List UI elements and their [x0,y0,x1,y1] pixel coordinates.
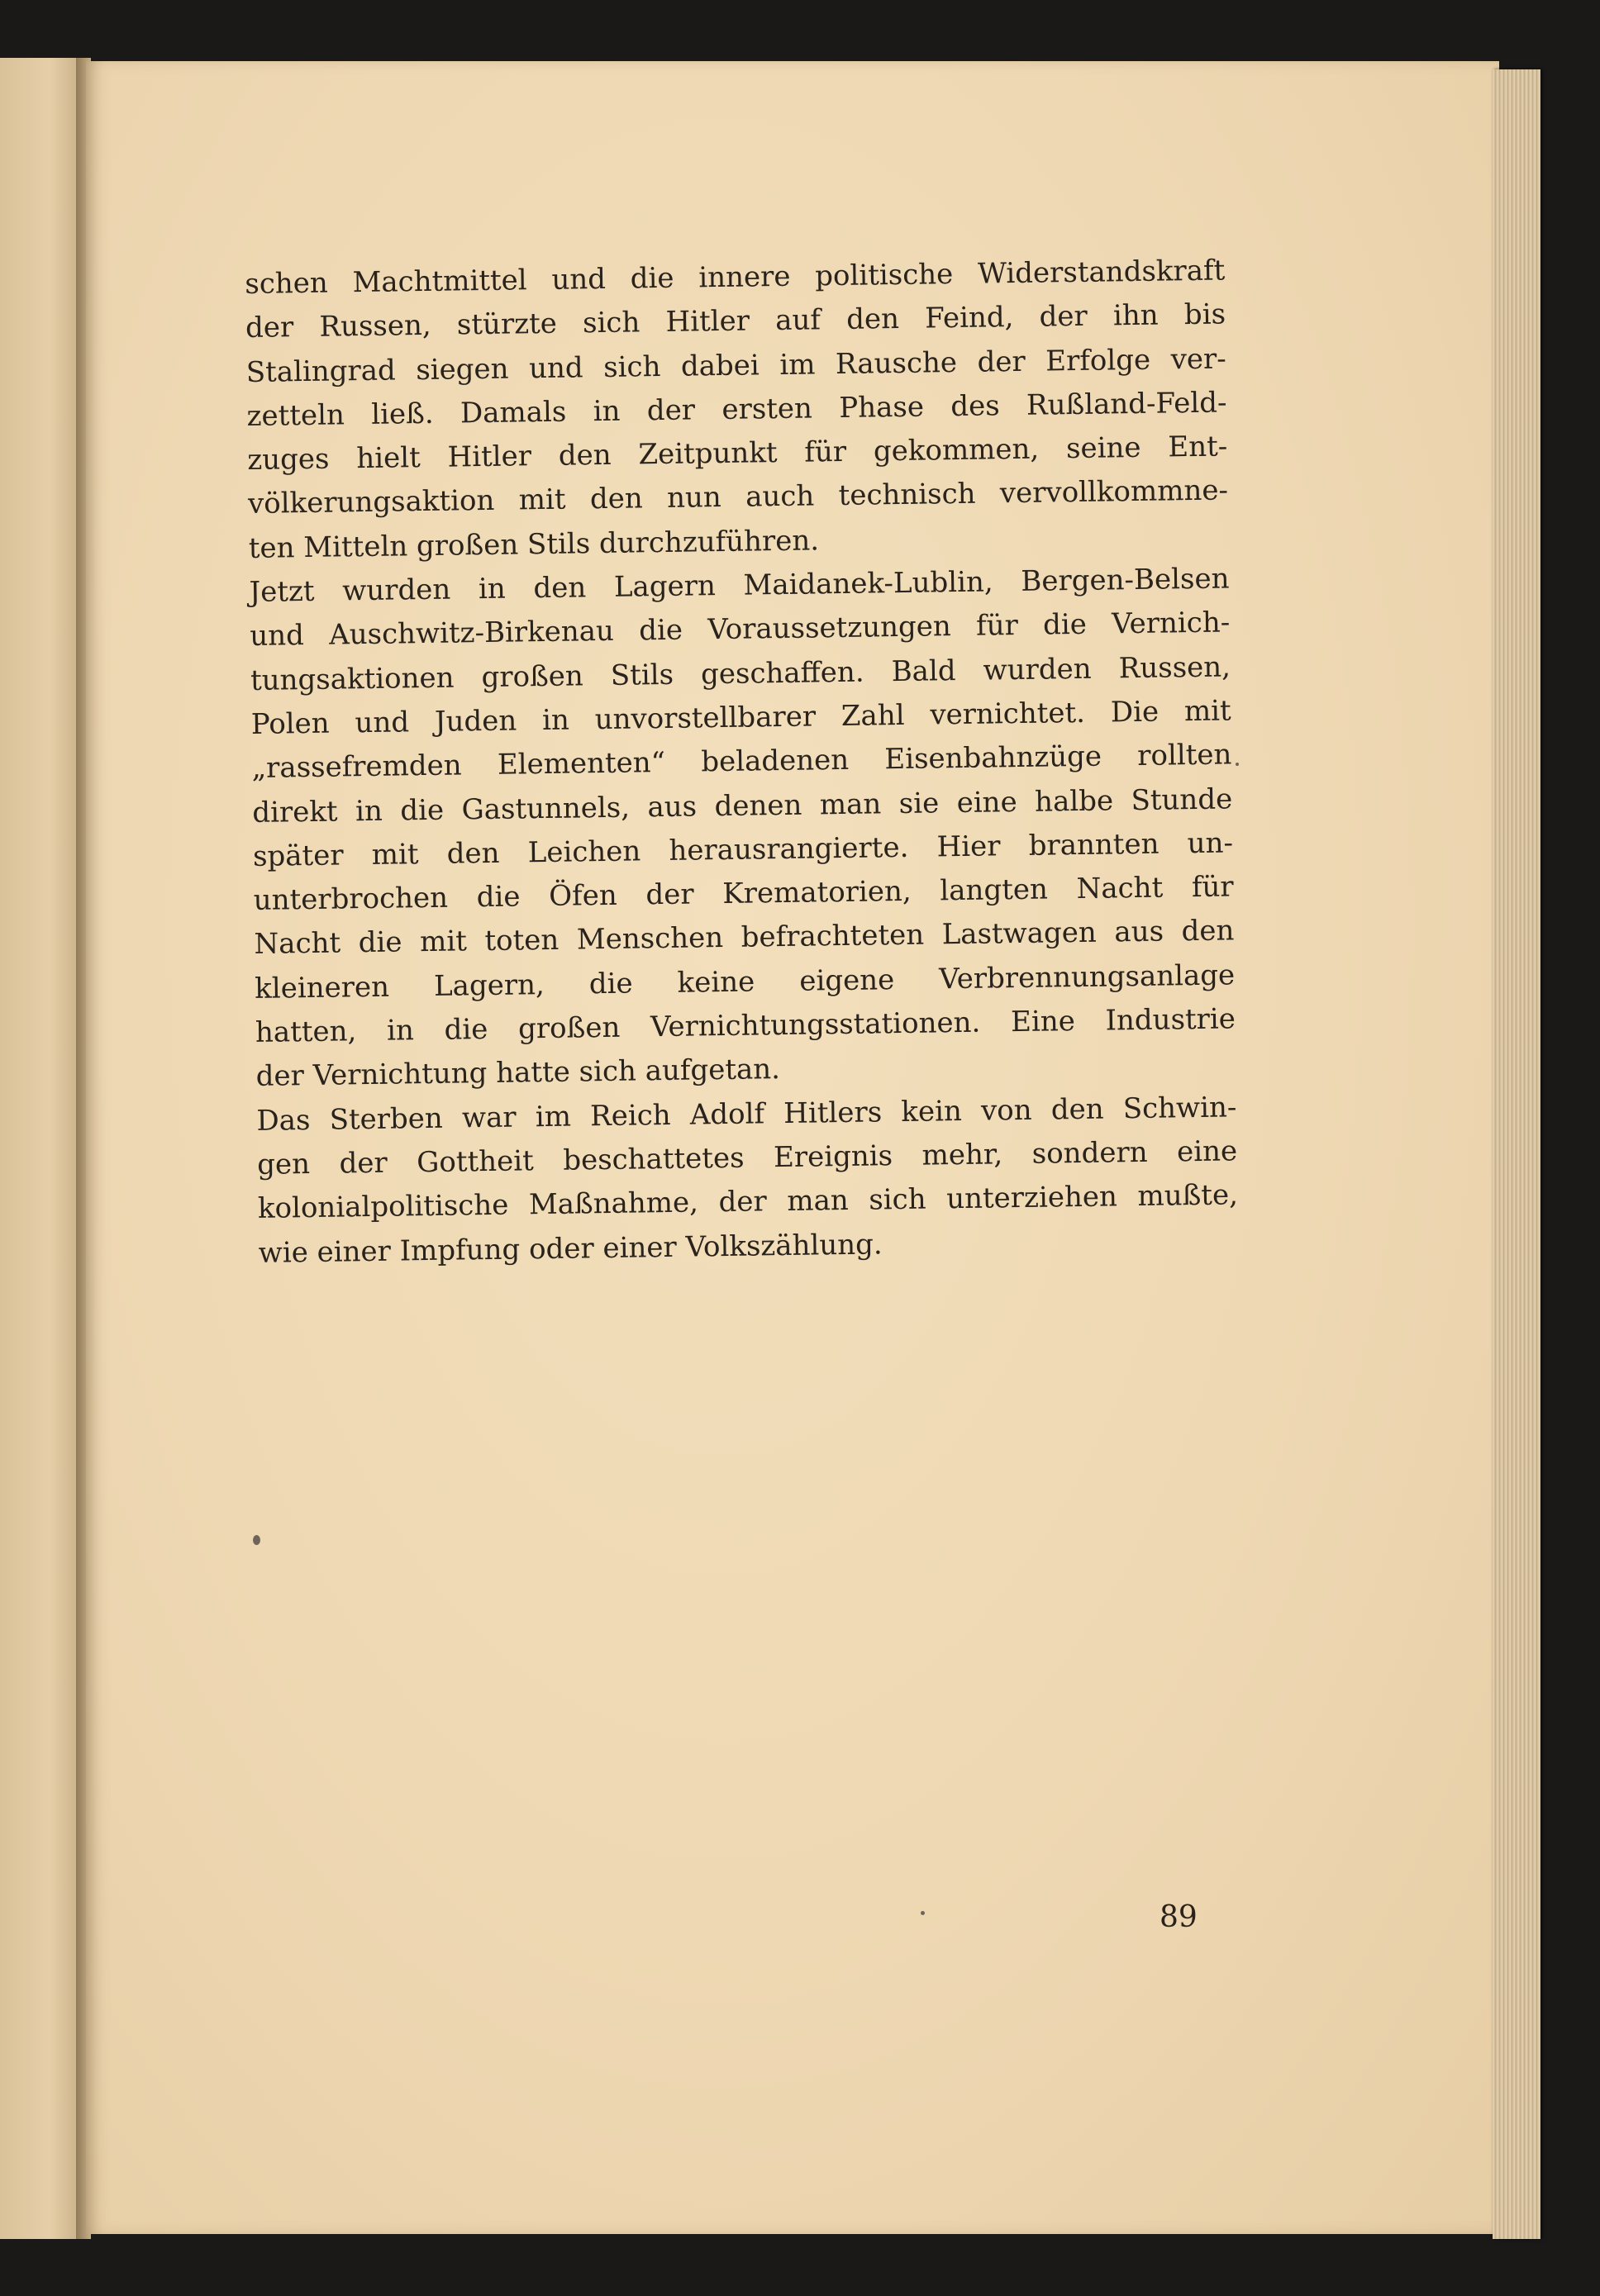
text-line: Nacht die mit toten Menschen befrachteten Lastwagen aus den [254,914,1235,962]
text-line: gen der Gottheit beschattetes Ereignis mehr, sondern eine [256,1134,1238,1181]
text-line: wie einer Impfung oder einer Volkszählung. [258,1227,883,1270]
text-line: zetteln ließ. Damals in der ersten Phase des Rußland-Feld- [246,386,1227,433]
text-line: zuges hielt Hitler den Zeitpunkt für gekommen, seine Ent- [247,430,1228,478]
text-line: Stalingrad siegen und sich dabei im Rausche der Erfolge ver- [245,342,1227,389]
body-text [245,249,1239,1275]
text-line: Jetzt wurden in den Lagern Maidanek-Lublin, Bergen-Belsen [249,562,1230,610]
text-line: ten Mitteln großen Stils durchzuführen. [248,524,820,565]
paper-speck [253,1535,260,1545]
text-line: und Auschwitz-Birkenau die Voraussetzungen für die Vernich- [250,606,1231,654]
text-line: „rassefremden Elementen“ beladenen Eisenbahnzüge rollten [251,738,1232,786]
text-line: später mit den Leichen herausrangierte. Hier brannten un- [252,826,1234,873]
text-line: hatten, in die großen Vernichtungsstationen. Eine Industrie [255,1002,1236,1049]
text-line: schen Machtmittel und die innere politische Widerstandskraft [245,254,1226,301]
text-line: der Vernichtung hatte sich aufgetan. [255,1053,781,1094]
left-page-edge [0,58,83,2239]
text-line: völkerungsaktion mit den nun auch technisch vervollkommne- [247,473,1229,521]
page-number: 89 [1160,1900,1198,1934]
text-line: direkt in die Gastunnels, aus denen man sie eine halbe Stunde [252,782,1233,830]
page-stack-edges [1493,69,1540,2239]
text-line: Das Sterben war im Reich Adolf Hitlers kein von den Schwin- [256,1090,1237,1138]
paper-speck [921,1911,925,1915]
text-line: kleineren Lagern, die keine eigene Verbrennungsanlage [254,958,1236,1005]
text-line: der Russen, stürzte sich Hitler auf den Feind, der ihn bis [245,297,1226,345]
text-line: Polen und Juden in unvorstellbarer Zahl vernichtet. Die mit [250,694,1231,741]
paper-speck [1236,763,1239,766]
text-line: unterbrochen die Öfen der Krematorien, langten Nacht für [253,870,1234,918]
text-line: kolonialpolitische Maßnahme, der man sich unterziehen mußte, [257,1178,1239,1226]
text-line: tungsaktionen großen Stils geschaffen. Bald wurden Russen, [250,650,1231,697]
